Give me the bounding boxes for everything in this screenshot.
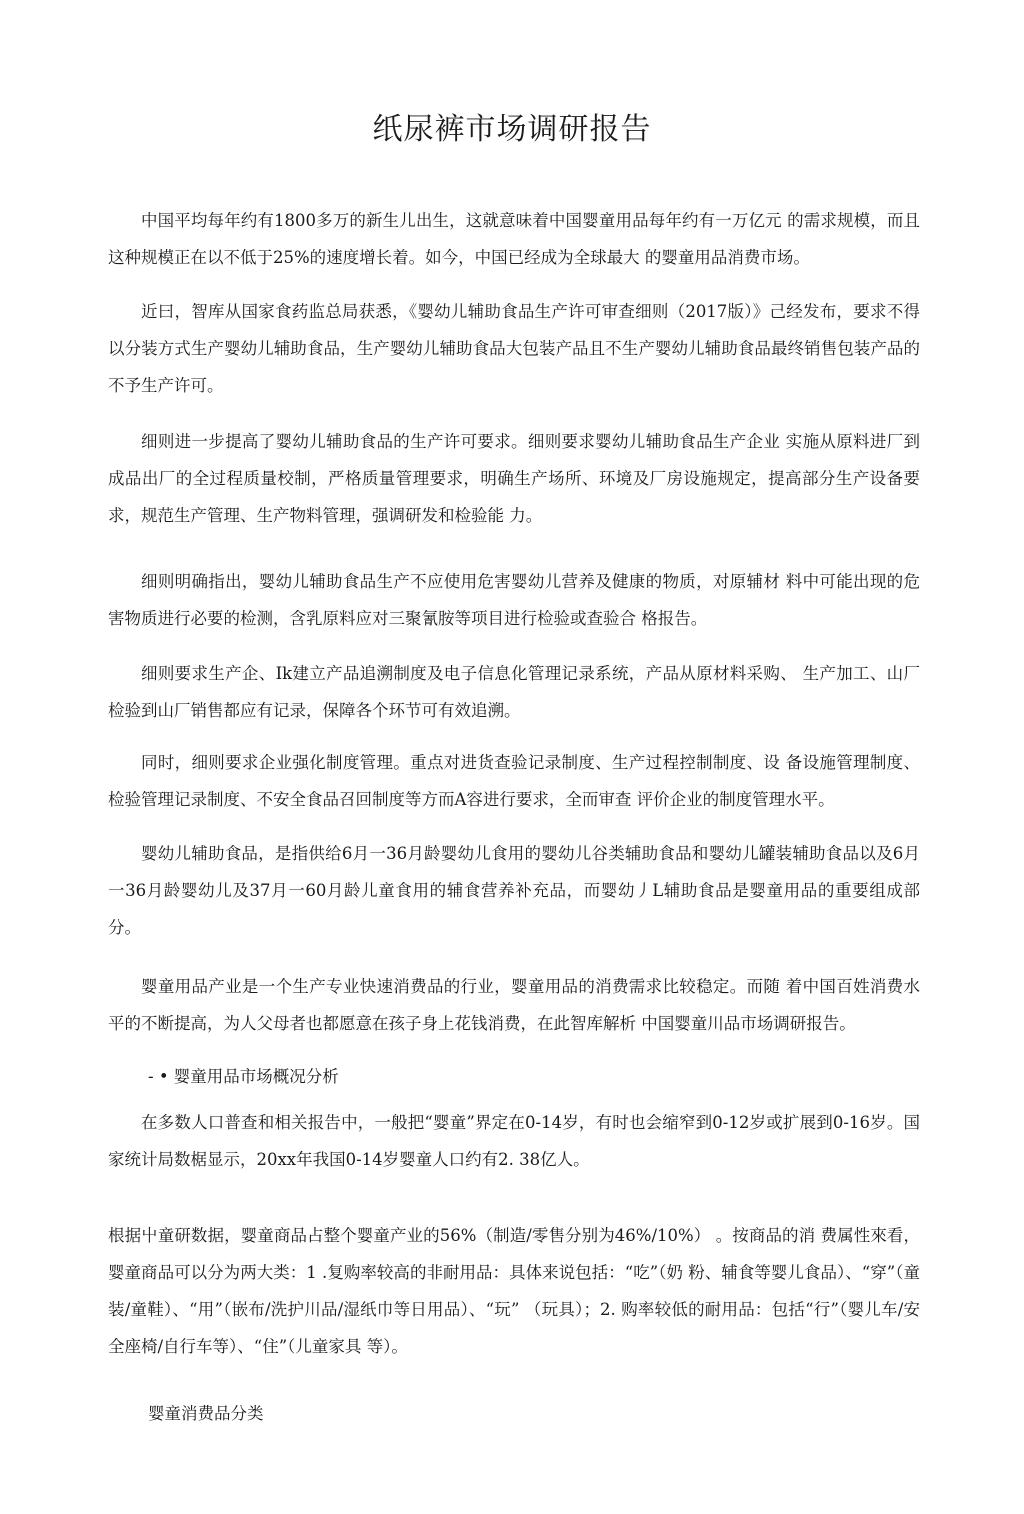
section-heading: - • 婴童用品市场概况分析 [148,1067,339,1086]
paragraph-hazard-testing: 细则明确指出，婴幼儿辅助食品生产不应使用危害婴幼儿营养及健康的物质，对原辅材 料中可能出现的危害物质进行必要的检测，含乳原料应对三聚氰胺等项目进行检验或查验合 格报告。 [108,572,920,628]
paragraph-industry: 婴童用品产业是一个生产专业快速消费品的行业，婴童用品的消费需求比较稳定。而随 着中国百姓消费水平的不断提高，为人父母者也都愿意在孩子身上花钱消费，在此智库解析 中国婴童川品市场调研报告。 [108,977,920,1033]
paragraph-traceability: 细则要求生产企、Ik建立产品追溯制度及电子信息化管理记录系统，产品从原材料采购、 生产加工、山厂检验到山厂销售都应有记录，保障各个环节可有效追溯。 [108,664,920,720]
paragraph-age-definition: 在多数人口普查和相关报告中，一般把“婴童”界定在0-14岁，有时也会缩窄到0-12岁或扩展到0-16岁。国家统计局数椐显示，20xx年我国0-14岁婴童人口约有2. 38亿人。 [108,1113,920,1169]
paragraph-definition: 婴幼儿辅助食品，是指供给6月一36月龄婴幼儿食用的婴幼儿谷类辅助食品和婴幼儿罐装辅助食品以及6月一36月龄婴幼儿及37月一60月龄儿童食用的辅食营养补充品，而婴幼丿L辅助食品是婴童用品的重要组成部分。 [108,844,920,937]
paragraph-production-requirements: 细则进一步提高了婴幼儿辅助食品的生产许可要求。细则要求婴幼儿辅助食品生产企业 实施从原料进厂到成品出厂的全过程质量校制，严格质量管理要求，明确生产场所、环境及厂房设施规定，提高部分生产设备要求，规范生产管理、生产物料管理，强调研发和检验能 力。 [108,432,920,525]
document-title: 纸尿裤市场调研报告 [372,112,652,147]
paragraph-system-management: 同时，细则要求企业强化制度管理。重点对进货查验记录制度、生产过程控制制度、设 备设施管理制度、检验管理记录制度、不安全食品召回制度等方而A容进行要求，全而审查 评价企业的制度管理水平。 [108,753,920,809]
paragraph-commodity-data: 根据屮童研数据，婴童商品占整个婴童产业的56%（制造/零售分别为46%/10%） 。按商品的消 费属性來看，婴童商品可以分为两大类：1 .复购率较高的非耐用品：具体来说包括：“吃”（奶 粉、辅食等婴儿食品）、“穿”（童装/童鞋）、“用”（嵌布/洗护川品/湿纸巾等日用品）、“玩” （玩具）；2. 购率较低的耐用品：包括“行”（婴儿车/安全座椅/自行车等）、“住”（儿童家具 等）。 [108,1226,920,1356]
paragraph-regulation: 近曰，智库从国家食药监总局获悉，《婴幼儿辅助食品生产许可审查细则（2017版）》己经发布，要求不得以分装方式生产婴幼儿辅助食品，生产婴幼儿辅助食品大包装产品且不生产婴幼儿辅助食品最终销售包装产品的不予生产许可。 [108,302,920,395]
subheading-classification: 婴童消费品分类 [148,1404,264,1423]
paragraph-market-size: 中国平均每年约有1800多万的新生儿出生，这就意味着中国婴童用品每年约有一万亿元 的需求规模，而且这种规模正在以不低于25%的速度增长着。如今，中国已经成为全球最大 的婴童用品消费市场。 [108,211,920,267]
